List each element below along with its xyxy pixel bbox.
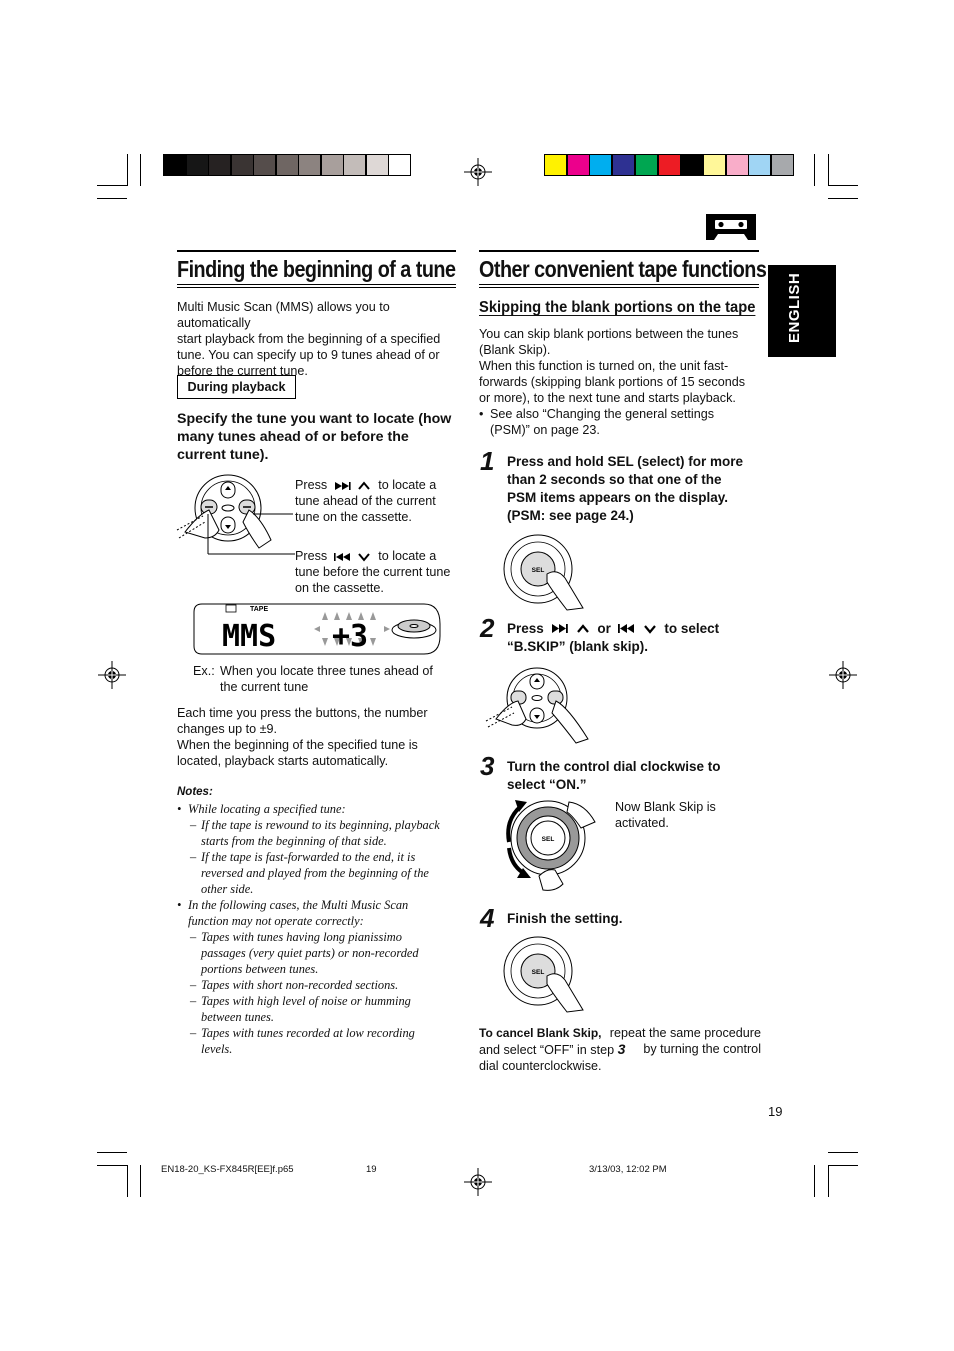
note-line [177,897,462,913]
note-line [177,929,462,945]
note-text: portions between tunes. [201,962,319,976]
display-mms-text: MMS [222,619,277,654]
cassette-icon [704,212,758,242]
note-line [177,881,462,897]
title-rule-top [479,250,759,252]
text-line: activated. [615,816,669,830]
display-plus3-text: +3 [332,619,369,654]
text-line: select “ON.” [507,777,587,792]
note-bullet: – [190,818,197,832]
crop-mark [140,1165,141,1197]
crop-mark [828,185,858,186]
prev-track-down-icon [615,623,661,634]
sel-button-label: SEL [531,567,545,574]
note-text: function may not operate correctly: [188,914,364,928]
footer-filename: EN18-20_KS-FX845R[EE]f.p65 [161,1164,294,1175]
example-label: Ex.: [193,664,215,678]
language-side-tab [768,265,836,357]
text-line: before the current tune. [177,364,308,378]
step-4-text [507,910,767,928]
note-text: other side. [201,882,254,896]
gray-swatch [276,154,299,176]
note-bullet: • [177,802,182,816]
color-swatch [567,154,590,176]
sel-dial-illustration [503,534,593,610]
note-line [177,913,462,929]
note-line [177,801,462,817]
step-number: 4 [480,903,495,933]
color-swatch [544,154,567,176]
footer-date: 3/13/03, 12:02 PM [589,1164,667,1175]
text-fragment: to locate a [378,549,437,563]
now-blank-skip-note [615,799,755,831]
note-line [177,1009,462,1025]
crop-mark [828,1165,829,1197]
note-line [177,961,462,977]
control-pad-illustration [175,474,300,564]
color-swatch [589,154,612,176]
crop-mark [828,198,858,199]
text-line: You can skip blank portions between the tunes [479,327,739,341]
gray-swatch [163,154,186,176]
color-swatch [658,154,681,176]
note-text: While locating a specified tune: [188,802,346,816]
step-2-text [507,620,767,656]
gray-swatch [366,154,389,176]
gray-swatch [253,154,276,176]
note-bullet: – [190,1026,197,1040]
color-swatch [612,154,635,176]
crop-mark [140,154,141,186]
note-text: between tunes. [201,1010,274,1024]
crop-mark [814,1165,815,1197]
text-line: Press and hold SEL (select) for more [507,454,744,469]
color-swatch [703,154,726,176]
text-fragment: Press [295,478,328,492]
note-line [177,977,462,993]
text-fragment: When you locate three tunes ahead of [220,664,433,678]
title-rule-bottom [479,287,759,288]
registration-target-icon [464,1168,492,1196]
step-3-text [507,758,767,794]
example-caption [193,663,463,695]
note-text: Tapes with tunes having long pianissimo [201,930,402,944]
text-line: tune. You can specify up to 9 tunes ahead of or [177,348,440,362]
note-text: If the tape is rewound to its beginning, playback [201,818,440,832]
step-number: 3 [480,751,495,781]
left-paragraph [177,705,462,769]
text-line: Now Blank Skip is [615,800,716,814]
note-line [177,865,462,881]
color-swatch [771,154,794,176]
right-intro: You can skip blank portions between the tunes (Blank Skip). When this function is turned on, the unit fast- forwards (skipping blank portions of 15 seconds or more), to the next tune and starts playback. • See also “Changing the general settings (PSM)” on page 23. [479,326,764,438]
crop-mark [97,198,127,199]
note-bullet: • [177,898,182,912]
side-tab-label: ENGLISH [786,272,803,343]
step-reference: 3 [617,1041,626,1057]
text-line: on the cassette. [295,581,384,595]
gray-swatch [231,154,254,176]
gray-swatch [388,154,411,176]
text-line: (Blank Skip). [479,343,551,357]
crop-mark [97,185,127,186]
color-swatch [680,154,703,176]
gray-swatch [208,154,231,176]
text-fragment: by turning the control [643,1042,761,1056]
left-section-title: Finding the beginning of a tune [177,256,456,282]
title-rule-bottom [177,287,456,288]
step-number: 2 [480,613,495,643]
note-text: starts from the beginning of that side. [201,834,387,848]
sel-button-label: SEL [531,969,545,976]
next-track-up-icon [548,623,594,634]
note-text: Tapes with high level of noise or humming [201,994,411,1008]
note-text: Tapes with short non-recorded sections. [201,978,399,992]
cancel-blank-skip [479,1025,761,1074]
text-line: Each time you press the buttons, the number [177,706,428,720]
crop-mark [127,1165,128,1197]
color-swatch [748,154,771,176]
note-bullet: – [190,994,197,1008]
right-section-title: Other convenient tape functions [479,256,767,282]
press-before-text [295,548,465,596]
gray-swatch [343,154,366,176]
text-line: When the beginning of the specified tune is [177,738,418,752]
note-text: If the tape is fast-forwarded to the end, it is [201,850,416,864]
page-number: 19 [768,1104,783,1119]
title-rule-bottom [479,284,759,285]
registration-target-icon [829,661,857,689]
text-line: See also “Changing the general settings [490,407,715,421]
color-swatch [726,154,749,176]
crop-mark [814,154,815,186]
crop-mark [127,154,128,186]
text-line: located, playback starts automatically. [177,754,389,768]
text-line: tune before the current tune [295,565,451,579]
text-line: (PSM)” on page 23. [490,423,600,437]
registration-target-icon [464,158,492,186]
text-line: tune on the cassette. [295,510,412,524]
note-text: reversed and played from the beginning of the [201,866,429,880]
note-line [177,833,462,849]
note-bullet: – [190,850,197,864]
text-line: than 2 seconds so that one of the [507,472,722,487]
text-line: tune ahead of the current [295,494,436,508]
note-line [177,849,462,865]
step-1-text [507,453,767,525]
gray-swatch [298,154,321,176]
right-subtitle: Skipping the blank portions on the tape [479,299,756,316]
text-line: the current tune [220,680,309,694]
prev-track-down-icon [331,552,375,562]
text-line: forwards (skipping blank portions of 15 seconds [479,375,746,389]
sel-button-label: SEL [541,836,555,843]
text-line: many tunes ahead of or before the [177,429,409,445]
note-text: In the following cases, the Multi Music Scan [188,898,409,912]
title-rule-top [177,250,456,252]
cancel-label: To cancel Blank Skip, [479,1026,602,1040]
text-fragment: and select “OFF” in step [479,1043,615,1057]
color-swatch [635,154,658,176]
left-instruction [177,410,467,464]
note-line [177,817,462,833]
gray-swatch [186,154,209,176]
note-line [177,1025,462,1041]
sel-dial-illustration [503,936,593,1016]
text-line: Specify the tune you want to locate (how [177,411,452,427]
text-fragment: to locate a [378,478,437,492]
text-fragment: to select [664,621,720,636]
footer-page: 19 [366,1164,377,1175]
title-rule-bottom [177,284,456,285]
text-fragment: or [597,621,611,636]
note-text: levels. [201,1042,233,1056]
tape-indicator: TAPE [250,606,269,613]
note-text: passages (very quiet parts) or non-recorded [201,946,419,960]
text-line: PSM items appears on the display. [507,490,729,505]
note-bullet: – [190,930,197,944]
step-number: 1 [480,446,495,476]
text-line: dial counterclockwise. [479,1059,602,1073]
crop-mark [828,1165,858,1166]
during-playback-badge: During playback [177,375,296,399]
text-line: When this function is turned on, the unit fast- [479,359,729,373]
text-fragment: repeat the same procedure [609,1026,761,1040]
gray-swatch [321,154,344,176]
crop-mark [828,154,829,186]
left-intro [177,299,462,379]
next-track-up-icon [331,481,375,491]
rotate-dial-illustration [503,798,603,894]
crop-mark [97,1152,127,1153]
text-line: (PSM: see page 24.) [507,508,634,523]
text-line: changes up to ±9. [177,722,278,736]
text-fragment: Press [295,549,328,563]
notes-title: Notes: [177,786,213,798]
note-line [177,993,462,1009]
note-text: Tapes with tunes recorded at low recording [201,1026,415,1040]
note-line [177,1041,462,1057]
press-ahead-text [295,477,465,525]
notes-list [177,801,462,1057]
control-pad-illustration [484,667,594,745]
text-line: start playback from the beginning of a specified [177,332,441,346]
registration-target-icon [98,661,126,689]
text-line: Finish the setting. [507,911,623,926]
text-line: current tune). [177,447,269,463]
note-bullet: – [190,978,197,992]
text-fragment: Press [507,621,544,636]
text-line: “B.SKIP” (blank skip). [507,639,649,654]
note-line [177,945,462,961]
text-line: Turn the control dial clockwise to [507,759,721,774]
crop-mark [97,1165,127,1166]
text-line: or more), to the next tune and starts playback. [479,391,736,405]
text-line: Multi Music Scan (MMS) allows you to automatically [177,300,390,330]
lcd-display-illustration [192,602,442,656]
crop-mark [828,1152,858,1153]
